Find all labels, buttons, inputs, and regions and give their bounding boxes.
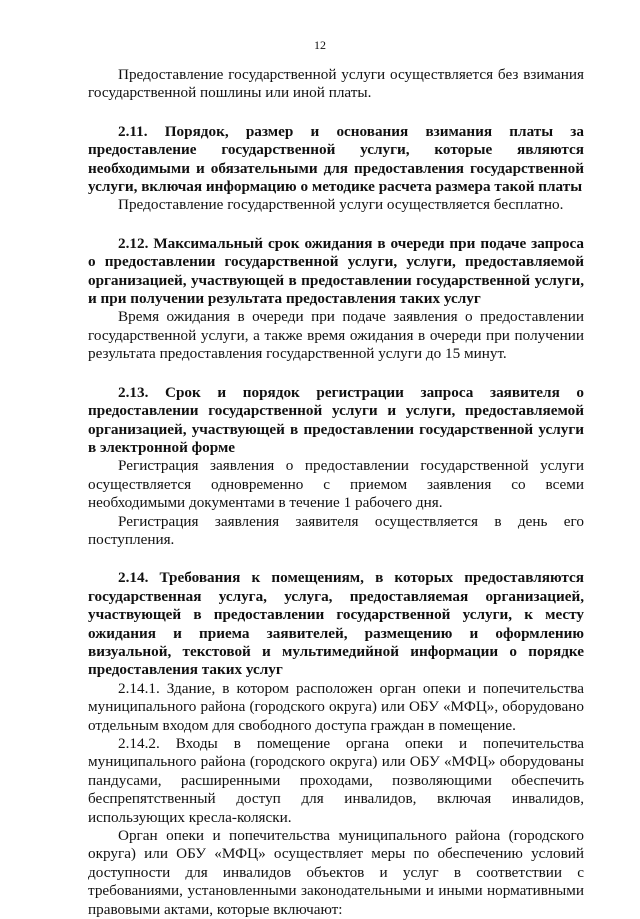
section-heading-2-13: 2.13. Срок и порядок регистрации запроса заявителя о предоставлении государственной услуги и услуги, предоставляемой организацией, участвующей в предоставлении государственной услуги в электронной форме	[88, 383, 584, 456]
paragraph: Орган опеки и попечительства муниципального района (городского округа) или ОБУ «МФЦ» осуществляет меры по обеспечению условий доступности для инвалидов объектов и услуг в соответствии с требованиями, установленными законодательными и иными нормативными правовыми актами, которые включают:	[88, 827, 584, 918]
paragraph: 2.14.1. Здание, в котором расположен орган опеки и попечительства муниципального района (городского округа) или ОБУ «МФЦ», оборудовано отдельным входом для свободного доступа граждан в помещение.	[88, 679, 584, 734]
section-heading-2-14: 2.14. Требования к помещениям, в которых предоставляются государственная услуга, услуга, предоставляемая организацией, участвующей в предоставлении государственной услуги, к месту ожидания и приема заявителей, размещению и оформлению визуальной, текстовой и мультимедийной информации о порядке предоставления таких услуг	[88, 569, 584, 679]
section-heading-2-12: 2.12. Максимальный срок ожидания в очереди при подаче запроса о предоставлении государственной услуги, услуги, предоставляемой организацией, участвующей в предоставлении государственной услуги, и при получении результата предоставления таких услуг	[88, 234, 584, 308]
paragraph: 2.14.2. Входы в помещение органа опеки и попечительства муниципального района (городского округа) или ОБУ «МФЦ» оборудованы пандусами, расширенными проходами, позволяющими обеспечить беспрепятственный доступ для инвалидов, включая инвалидов, использующих кресла-коляски.	[88, 735, 584, 826]
section-heading-2-11: 2.11. Порядок, размер и основания взимания платы за предоставление государственной услуги, которые являются необходимыми и обязательными для предоставления государственной услуги, включая информацию о методике расчета размера такой платы	[88, 122, 584, 196]
document-body	[88, 66, 584, 919]
paragraph: Время ожидания в очереди при подаче заявления о предоставлении государственной услуги, а также время ожидания в очереди при получении результата предоставления государственной услуги до 15 минут.	[88, 308, 584, 363]
paragraph: Регистрация заявления о предоставлении государственной услуги осуществляется одновременно с приемом заявления со всеми необходимыми документами в течение 1 рабочего дня.	[88, 457, 584, 512]
paragraph: Предоставление государственной услуги осуществляется бесплатно.	[118, 196, 564, 214]
paragraph: Регистрация заявления заявителя осуществляется в день его поступления.	[88, 512, 584, 548]
page-number: 12	[314, 38, 326, 52]
paragraph: Предоставление государственной услуги осуществляется без взимания государственной пошлины или иной платы.	[88, 66, 584, 102]
